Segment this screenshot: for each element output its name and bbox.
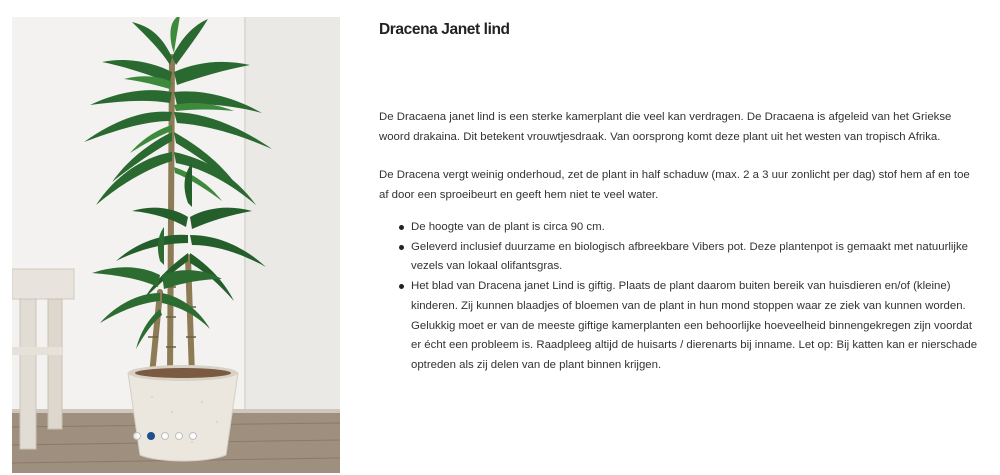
gallery-dot-active[interactable] [147, 432, 155, 440]
gallery-dot[interactable] [133, 432, 141, 440]
product-description [379, 20, 979, 376]
feature-list-item: De hoogte van de plant is circa 90 cm. [379, 218, 979, 238]
gallery-pagination [12, 432, 329, 440]
feature-list [379, 218, 979, 376]
feature-list-item: Geleverd inclusief duurzame en biologisch afbreekbare Vibers pot. Deze plantenpot is gemaakt met natuurlijke vezels van lokaal olifantsgras. [379, 238, 979, 277]
feature-list-item: Het blad van Dracena janet Lind is giftig. Plaats de plant daarom buiten bereik van huisdieren en/of (kleine) kinderen. Zij kunnen blaadjes of bloemen van de plant in hun mond stoppen waar ze ziek van kunnen worden. Gelukkig moet er van de meeste giftige kamerplanten een behoorlijke hoeveelheid binnengekregen zijn voordat er écht een probleem is. Raadpleeg altijd de huisarts / dierenarts bij inname. Let op: Bij katten kan er nierschade optreden als zij delen van de plant binnen krijgen. [379, 277, 979, 376]
dracaena-plant-photo [12, 17, 340, 473]
product-title: Dracena Janet lind [379, 21, 510, 38]
gallery-dot[interactable] [175, 432, 183, 440]
gallery-dot[interactable] [189, 432, 197, 440]
gallery-dot[interactable] [161, 432, 169, 440]
product-image-gallery[interactable] [12, 17, 340, 473]
description-paragraph: De Dracena vergt weinig onderhoud, zet de plant in half schaduw (max. 2 a 3 uur zonlicht per dag) stof hem af en toe af door een sproeibeurt en geeft hem niet te veel water. [379, 169, 970, 201]
description-paragraph: De Dracaena janet lind is een sterke kamerplant die veel kan verdragen. De Dracaena is afgeleid van het Griekse woord drakaina. Dit betekent vrouwtjesdraak. Van oorsprong komt deze plant uit het westen van tropisch Afrika. [379, 111, 952, 143]
